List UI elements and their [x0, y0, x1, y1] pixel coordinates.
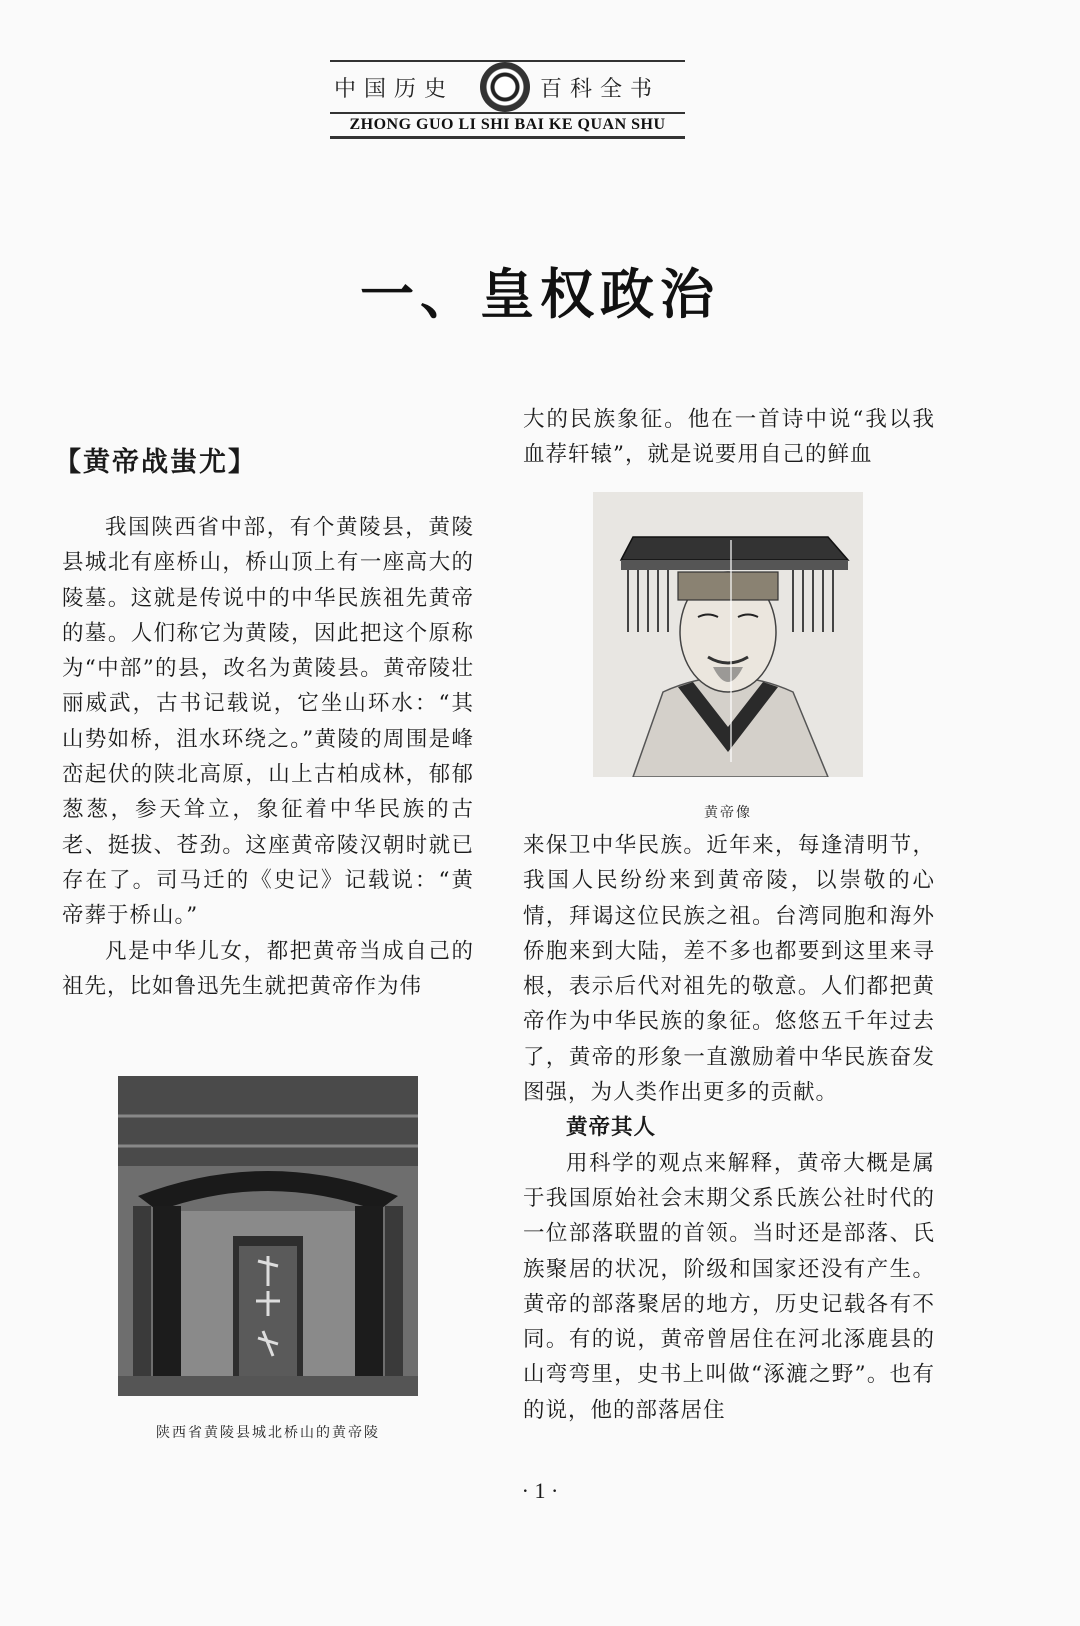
tomb-figure [118, 1076, 418, 1396]
tomb-gate-image [118, 1076, 418, 1396]
left-paragraph-1: 我国陕西省中部，有个黄陵县，黄陵县城北有座桥山，桥山顶上有一座高大的陵墓。这就是传说中的中华民族祖先黄帝的墓。人们称它为黄陵，因此把这个原称为“中部”的县，改名为黄陵县。黄帝陵壮丽威武，古书记载说，它坐山环水：“其山势如桥，沮水环绕之。”黄陵的周围是峰峦起伏的陕北高原，山上古柏成林，郁郁葱葱，参天耸立，象征着中华民族的古老、挺拔、苍劲。这座黄帝陵汉朝时就已存在了。司马迁的《史记》记载说：“黄帝葬于桥山。” [62, 515, 474, 929]
subheading: 黄帝其人 [566, 1115, 657, 1141]
header-pinyin: ZHONG GUO LI SHI BAI KE QUAN SHU [330, 112, 685, 139]
header-title-left: 中国历史 [334, 77, 455, 102]
right-column-bottom [523, 828, 935, 1428]
right-top-text: 大的民族象征。他在一首诗中说“我以我血荐轩辕”，就是说要用自己的鲜血 [523, 407, 935, 468]
running-header [330, 60, 685, 140]
right-paragraph-2: 用科学的观点来解释，黄帝大概是属于我国原始社会末期父系氏族公社时代的一位部落联盟的首领。当时还是部落、氏族聚居的状况，阶级和国家还没有产生。黄帝的部落聚居的地方，历史记载各有不同。有的说，黄帝曾居住在河北涿鹿县的山弯弯里，史书上叫做“涿漉之野”。也有的说，他的部落居住 [523, 1150, 935, 1423]
right-continuation: 来保卫中华民族。近年来，每逢清明节，我国人民纷纷来到黄帝陵，以崇敬的心情，拜谒这位民族之祖。台湾同胞和海外侨胞来到大陆，差不多也都要到这里来寻根，表示后代对祖先的敬意。人们都把黄帝作为中华民族的象征。悠悠五千年过去了，黄帝的形象一直激励着中华民族奋发图强，为人类作出更多的贡献。 [523, 833, 935, 1106]
section-title: 【黄帝战蚩尤】 [54, 447, 257, 478]
chapter-title: 一、皇权政治 [360, 262, 720, 326]
coin-emblem-icon [480, 62, 530, 112]
portrait-figure [593, 492, 863, 777]
emperor-portrait-image [593, 492, 863, 777]
left-paragraph-2: 凡是中华儿女，都把黄帝当成自己的祖先，比如鲁迅先生就把黄帝作为伟 [62, 938, 474, 999]
tomb-caption: 陕西省黄陵县城北桥山的黄帝陵 [156, 1425, 380, 1441]
left-column [62, 510, 474, 1004]
right-column-top [523, 402, 935, 473]
header-title-right: 百科全书 [540, 77, 661, 102]
portrait-caption: 黄帝像 [704, 805, 752, 821]
page-number: · 1 · [521, 1478, 559, 1503]
